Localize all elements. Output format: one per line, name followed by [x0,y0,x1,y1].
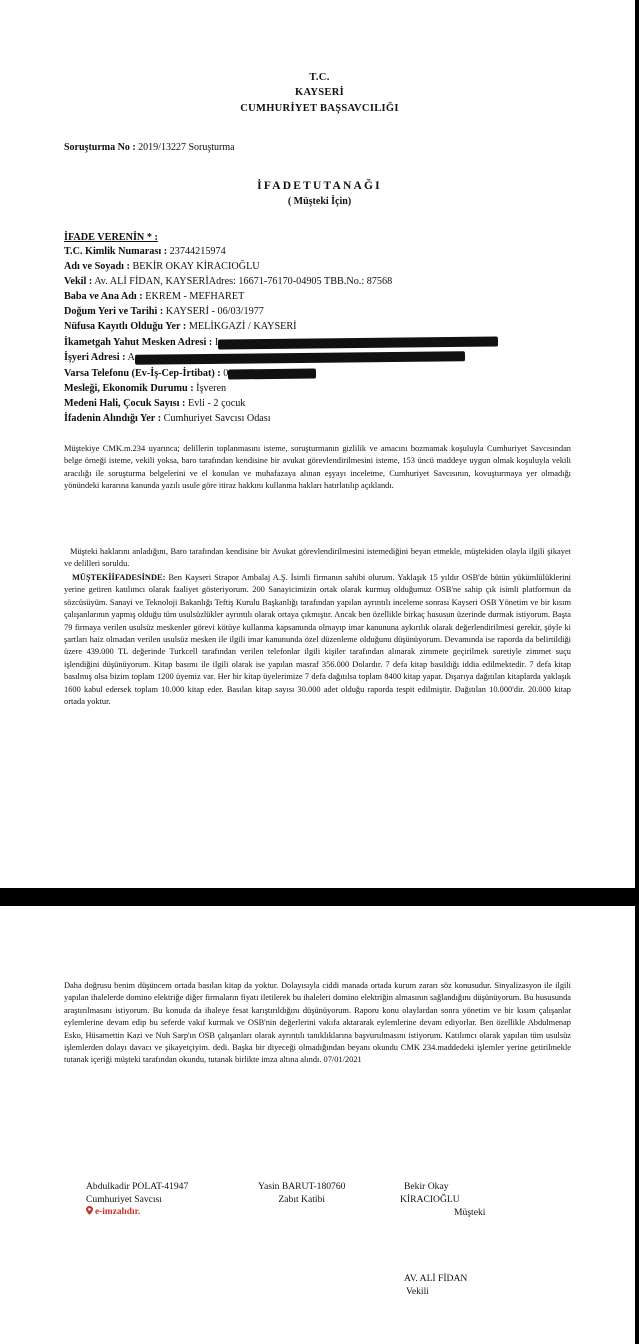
clerk-signature [258,1180,345,1206]
field-full-name: Adı ve Soyadı : BEKİR OKAY KİRACIOĞLU [64,261,260,272]
field-location: İfadenin Alındığı Yer : Cumhuriyet Savcısı Odası [64,413,271,424]
statement-paragraph [64,572,571,708]
prosecutor-name: Abdulkadir POLAT-41947 [86,1181,189,1192]
rights-paragraph: Müştekiye CMK.m.234 uyarınca; delillerin toplanmasını isteme, soruşturmanın gizlilik ve amacını bozmamak koşuluyla Cumhuriyet Savcısından belge örneği isteme, vekili yoksa, baro tarafından kendisine bir avukat görevlendirilmesini isteme, 153 üncü maddeye uygun olmak koşuluyla vekili aracılığı ile soruşturma belgelerini ve el konulan ve muhafazaya alınan eşyayı inceletme, Cumhuriyet Savcısının, kovuşturmaya yer olmadığı yönündeki kararına kanunda yazılı usule göre itiraz hakkını kullanma hakları hatırlatılıp açıklandı. [64,444,571,491]
investigation-value: 2019/13227 Soruşturma [138,142,235,153]
field-residence: İkametgah Yahut Mesken Adresi : I [64,336,498,349]
attorney-name: AV. ALİ FİDAN [404,1273,468,1284]
document-title: İFADETUTANAĞI [257,180,382,192]
understood-paragraph: Müşteki haklarını anladığını, Baro tarafından kendisine bir Avukat görevlendirilmesini istemediğini beyan etmekle, müştekiden olayla ilgili şikayet ve delilleri soruldu. [64,547,571,569]
header-office: CUMHURİYET BAŞSAVCILIĞI [240,103,399,114]
header-city: KAYSERİ [295,87,344,98]
field-registry: Nüfusa Kayıtlı Olduğu Yer : MELİKGAZİ / KAYSERİ [64,321,297,332]
field-birth: Doğum Yeri ve Tarihi : KAYSERİ - 06/03/1977 [64,306,264,317]
location-pin-icon [86,1206,93,1215]
document-page-2 [0,906,639,1344]
page-separator [0,888,639,906]
statement-label: MÜŞTEKİİFADESİNDE: [72,573,166,582]
clerk-title: Zabıt Katibi [278,1194,326,1205]
field-phone: Varsa Telefonu (Ev-İş-Cep-İrtibat) : 0 [64,367,316,380]
redaction-mark [228,368,316,379]
header-tc: T.C. [309,72,330,83]
redaction-mark [218,336,498,349]
prosecutor-title: Cumhuriyet Savcısı [86,1194,162,1205]
page-edge [635,0,639,1344]
complainant-name-2: KİRACIOĞLU [400,1194,460,1205]
field-occupation: Mesleği, Ekonomik Durumu : İşveren [64,383,227,394]
document-subtitle: ( Müşteki İçin) [287,196,352,207]
statement-text: Ben Kayseri Strapor Ambalaj A.Ş. İsimli firmanın sahibi olurum. Yaklaşık 15 yıldır OSB'de bütün yükümlülüklerini yerine getiren katılımcı olarak faaliyet gösteriyorum. 200 Sanayicimizin ortak olarak kurmuş olduğumuz OSB'ne sahip çık isimli platformun da sözcüsüyüm. Sanayi ve Teknoloji Bakanlığı Teftiş Kurulu Başkanlığı tarafından yapılan ayrıntılı inceleme sonrası Kayseri OSB Yönetim ve bir kısım çalışanlarının yapmış olduğu tüm usulsüzlükler ayrıntılı olarak ortaya çıkmıştır. Ancak ben özellikle birkaç hususun üzerinde durmak istiyorum. Başta 79 firmaya verilen usulsüz meskenler görevi kötüye kullanma kapsamında olmayıp imar kanununa aykırılık olarak değerlendirilmesi gerekir, şöyle ki şartları haiz olmadan verilen usulsüz mesken ile ilgili imar kanununda özel düzenleme olduğunu düşünüyorum. Devamında ise raporda da belirtildiği üzere 439.000 TL değerinde Turkcell tarafından verilen telefonlar ilgili kişiler tarafından alınarak zimmete geçirilmek suretiyle zimmet suçu işlendiğini düşünüyorum. Kitap basımı ile ilgili olarak ise yapılan masraf 356.000 Dolardır. 7 defa kitap basıldığı iddia edilmektedir. 7 defa kitap basılmış olsa bizim toplam 1200 üyemiz var. Her bir kitap üyelerimize 7 defa dağıtılsa toplam 8400 kitap yapar. Dışarıya dağıtılan kitaplarda yaklaşık 1600 kabul edersek toplam 10.000 kitap eder. Basılan kitap sayısı 30.000 adet olduğu raporda tespit edilmiştir. Dağıtılan 10.000'dir. 20.000 kitap ortada yoktur. [64,573,572,707]
field-work-address: İşyeri Adresi : A [64,351,465,364]
investigation-number [64,142,235,153]
field-tc-no: T.C. Kimlik Numarası : 23744215974 [64,246,226,257]
field-attorney: Vekil : Av. ALİ FİDAN, KAYSERİAdres: 16671-76170-04905 TBB.No.: 87568 [64,276,393,287]
attorney-signature [404,1272,467,1298]
e-signature-note: e-imzalıdır. [86,1206,188,1219]
redaction-mark [135,351,465,364]
continuation-paragraph: Daha doğrusu benim düşüncem ortada basılan kitap da yoktur. Dolayısıyla ciddi manada ortada kurum zararı söz konusudur. Sinyalizasyon ile ilgili yapılan ihalelerde domino elektriğe diğer firmaların fiyatı iletilerek bu ihaleleri domino elektriğin almasının sağlandığını düşünüyorum. Bu hususunda araştırılmasını istiyorum. Bu konuda da ihaleye fesat karıştırıldığını düşünüyorum. Raporu konu olaylardan sonra yönetim ve bir kısım çalışanlar eylemlerine devam edip bu seferde vakıf kurmak ve OSB'nin değerlerini vakıfa aktararak eylemlerine devam ediyorlar. Ben özellikle Abdulmenap Esko, Hüsamettin Kazi ve Nuh Sarp'ın OSB çalışanları olarak ayrıntılı tanıklıklarına başvurulmasını istiyorum. Katılımcı olarak yapılan tüm usulsüz işlemlerden dolayı davacı ve şikayetçiyim. dedi. Başka bir diyeceği olmadığından beyanı okundu CMK 234.maddedeki işlemler yerine getirilmekle tutanak içeriği müşteki tarafından okundu, tutanak birlikte imza altına alındı. 07/01/2021 [64,981,571,1065]
complainant-signature [400,1180,485,1219]
field-parents: Baba ve Ana Adı : EKREM - MEFHARET [64,291,245,302]
attorney-title: Vekili [406,1286,429,1297]
clerk-name: Yasin BARUT-180760 [258,1181,346,1192]
statement-giver-heading: İFADE VERENİN * : [64,232,158,243]
investigation-label: Soruşturma No : [64,142,136,153]
complainant-name-1: Bekir Okay [404,1181,449,1192]
field-marital: Medeni Hali, Çocuk Sayısı : Evli - 2 çocuk [64,398,246,409]
complainant-title: Müşteki [454,1207,486,1218]
prosecutor-signature [86,1180,188,1219]
